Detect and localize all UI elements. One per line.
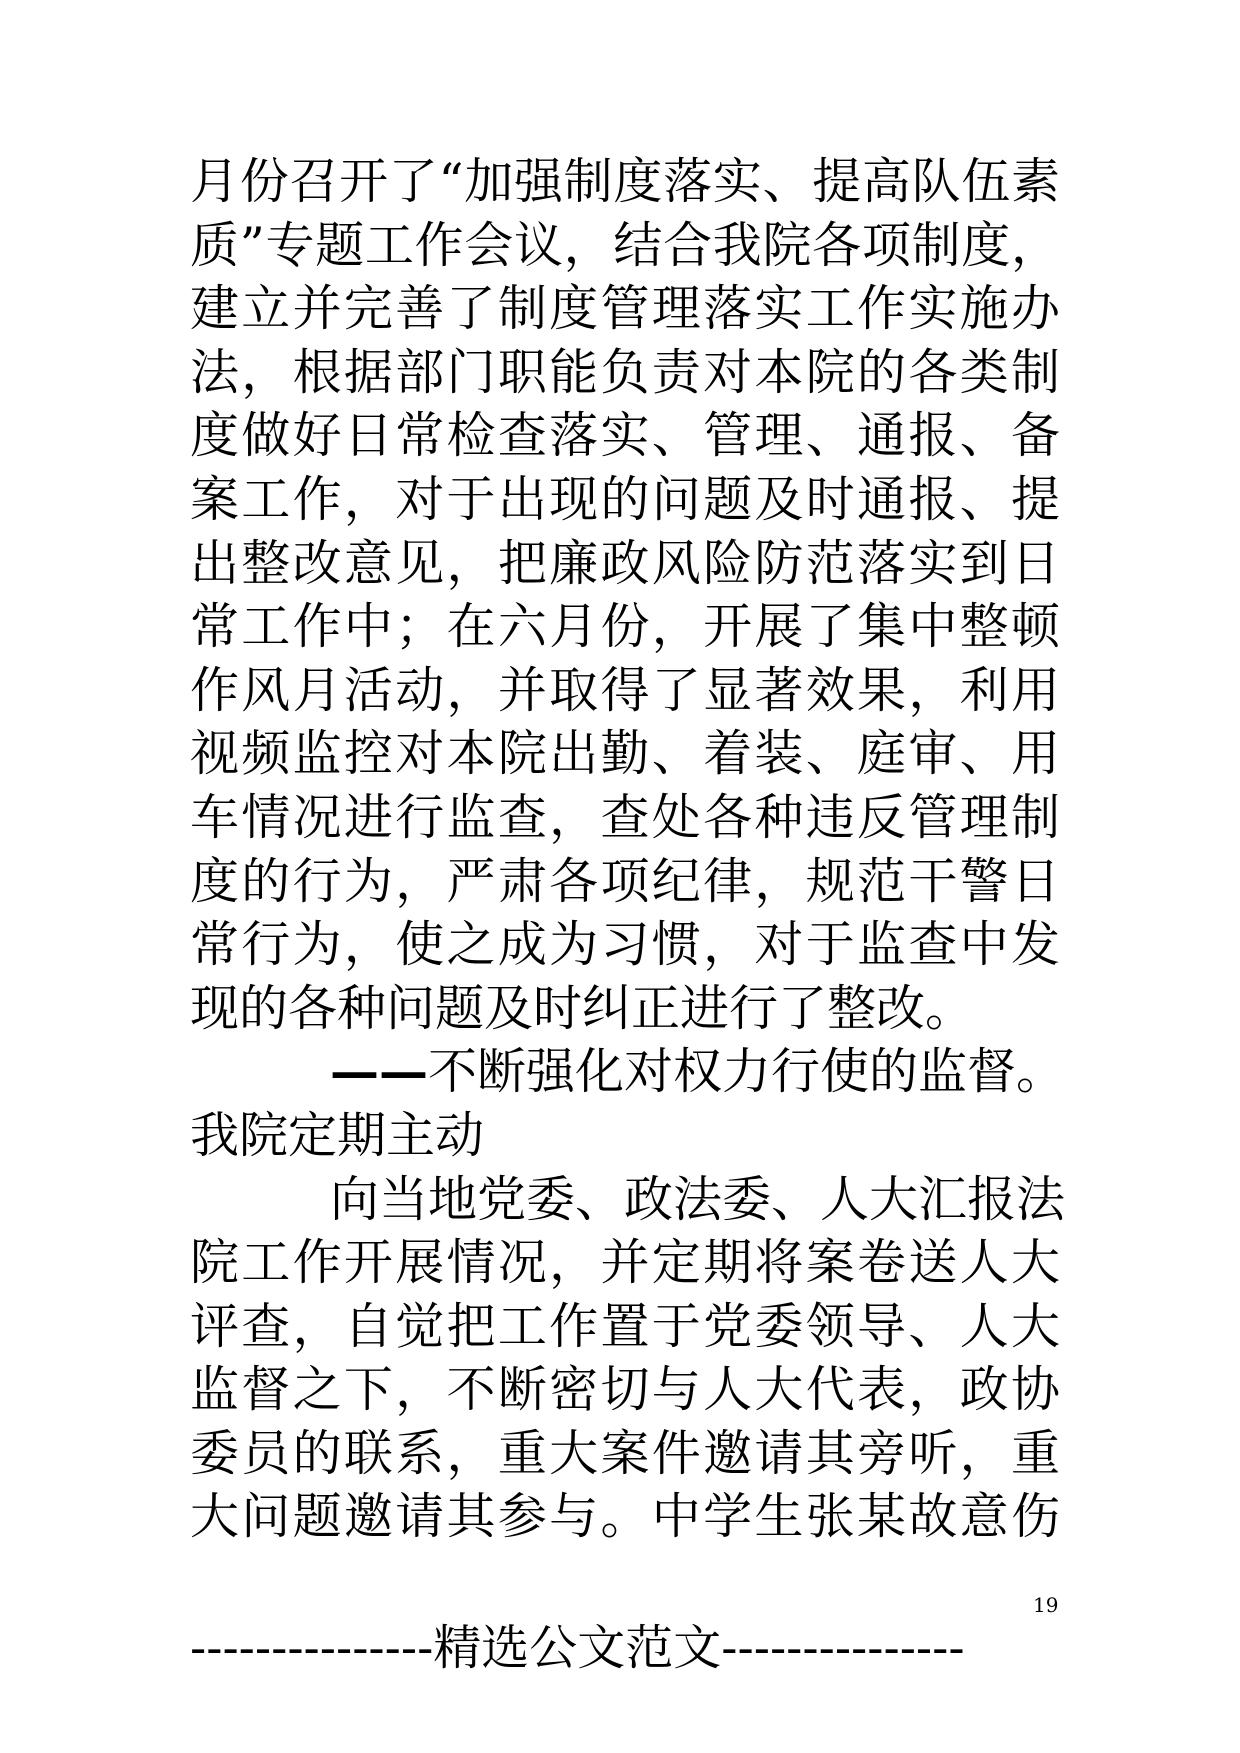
text-line: 建立并完善了制度管理落实工作实施办 <box>190 280 1060 338</box>
text-line: 作风月活动，并取得了显著效果，利用 <box>190 661 1060 719</box>
text-line: 常工作中；在六月份，开展了集中整顿 <box>190 598 1060 656</box>
heading-continuation: 我院定期主动 <box>190 1106 485 1164</box>
text-line: 现的各种问题及时纠正进行了整改。 <box>190 979 975 1037</box>
text-line: 常行为，使之成为习惯，对于监查中发 <box>190 916 1060 974</box>
page-number: 19 <box>1033 1593 1059 1617</box>
text-line: 监督之下，不断密切与人大代表，政协 <box>190 1361 1060 1419</box>
text-line: 委员的联系，重大案件邀请其旁听，重 <box>190 1424 1060 1482</box>
text-line: 评查，自觉把工作置于党委领导、人大 <box>190 1297 1060 1355</box>
text-line: 视频监控对本院出勤、着装、庭审、用 <box>190 725 1060 783</box>
text-line: 质”专题工作会议，结合我院各项制度， <box>190 216 1060 274</box>
body-text <box>190 150 1066 1549</box>
text-line: 案工作，对于出现的问题及时通报、提 <box>190 470 1060 528</box>
text-line: 度做好日常检查落实、管理、通报、备 <box>190 407 1060 465</box>
text-line: 法，根据部门职能负责对本院的各类制 <box>190 343 1060 401</box>
text-line: 院工作开展情况，并定期将案卷送人大 <box>190 1234 1060 1292</box>
heading-dash: —— <box>330 1042 428 1101</box>
footer-banner: ---------------精选公文范文--------------- <box>190 1620 965 1676</box>
text-line: 车情况进行监查，查处各种违反管理制 <box>190 788 1060 846</box>
text-line: 向当地党委、政法委、人大汇报法 <box>330 1170 1066 1228</box>
section-heading <box>190 1040 1066 1104</box>
text-line: 月份召开了“加强制度落实、提高队伍素 <box>190 153 1060 210</box>
text-line: 大问题邀请其参与。中学生张某故意伤 <box>190 1488 1060 1546</box>
text-line: 出整改意见，把廉政风险防范落实到日 <box>190 534 1060 592</box>
heading-text: 不断强化对权力行使的监督。 <box>428 1043 1066 1101</box>
text-line: 度的行为，严肃各项纪律，规范干警日 <box>190 852 1060 910</box>
